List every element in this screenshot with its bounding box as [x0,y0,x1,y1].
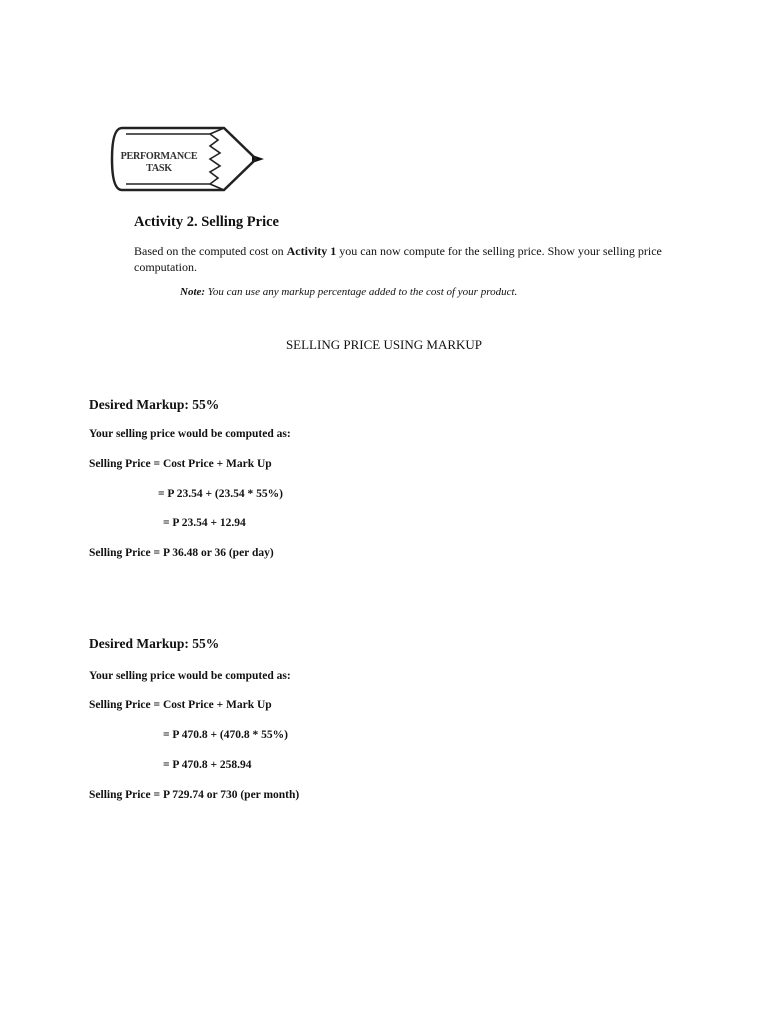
computation-step: = P 470.8 + (470.8 * 55%) [163,729,288,741]
instructions-text-end: you can now compute for the selling price. Show your selling price computation. [134,244,662,274]
note-label: Note: [180,286,206,298]
activity-title: Activity 2. Selling Price [134,214,279,230]
computation-formula: Selling Price = Cost Price + Mark Up [89,699,272,711]
computation-step: = P 470.8 + 258.94 [163,759,252,771]
section-title: SELLING PRICE USING MARKUP [285,337,483,352]
instructions-text-start: Based on the computed cost on [134,244,287,258]
note [180,286,517,298]
desired-markup-heading: Desired Markup: 55% [89,636,220,651]
computation-result: Selling Price = P 729.74 or 730 (per month) [89,789,300,801]
computation-step: = P 23.54 + (23.54 * 55%) [158,488,283,500]
computation-intro: Your selling price would be computed as: [89,428,291,440]
note-text: You can use any markup percentage added to the cost of your product. [205,286,518,298]
computation-intro: Your selling price would be computed as: [89,670,291,682]
computation-result: Selling Price = P 36.48 or 36 (per day) [89,547,274,559]
activity-instructions [134,243,674,275]
instructions-activity-ref: Activity 1 [286,244,337,258]
desired-markup-heading: Desired Markup: 55% [89,397,220,412]
computation-step: = P 23.54 + 12.94 [163,517,246,529]
logo-text: PERFORMANCE TASK [120,150,198,174]
computation-formula: Selling Price = Cost Price + Mark Up [89,458,272,470]
